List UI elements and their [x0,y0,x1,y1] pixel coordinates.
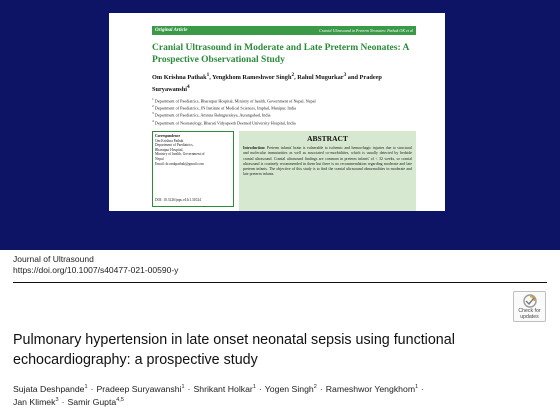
affiliation-text: Department of Paediatrics, JN Institute of Medical Sciences, Imphal, Manipur, India [154,105,297,111]
journal-name: Journal of Ultrasound [13,254,94,264]
author-separator: · [90,384,94,394]
author-name: Rahul Mugurkar [297,74,344,82]
author-sup: 1 [252,384,256,390]
correspondence-email: Email: dr.omkpathak@gmail.com [155,161,204,166]
correspondence-line: Nepal [155,156,164,161]
author-sup: 1 [415,384,419,390]
author-sup: 4,5 [116,397,124,404]
author-name[interactable]: Rameshwor Yengkhom [325,384,416,394]
running-title: Cranial Ultrasound in Preterm Neonates: Pathak OK et al [319,28,413,33]
author-separator: · [61,397,65,408]
author-name[interactable]: Jan Klimek [13,397,56,408]
author-name: Om Krishna Pathak [152,74,207,82]
author-name: Yengkhom Rameshwor Singh [212,74,292,82]
affiliation-sup: 1 [152,97,154,101]
correspondence-line: Ministry of health, Government of [155,152,205,157]
embedded-author-list: Om Krishna Pathak$^1$, Yengkhom Rameshwor Singh$^2$, Rahul Mugurkar$^3$ and Pradeep Suryawanshi$^4$ [152,72,382,93]
author-sup: 1 [206,72,210,78]
author-sup: 1 [181,384,185,390]
affiliation-text: Department of Paediatrics, Amruta Bahuguraleya, Aurangabad, India [154,112,271,118]
article-title: Pulmonary hypertension in late onset neonatal sepsis using functional echocardiography: a prospective study [13,332,455,368]
correspondence-line: Department of Paediatrics, [155,143,194,148]
affiliation-text: Department of Neonatology, Bharati Vidyapeeth Deemed University Hospital, India [154,119,296,125]
check-for-updates-label: Check for updates [518,308,541,320]
author-name: Pradeep Suryawanshi [152,74,382,93]
article-type-badge: Original Article [155,28,188,33]
abstract-body: Preterm infants' brain is vulnerable to ischemic and hemorrhagic injuries due to structural and molecular immaturities as well as associated co-morbidities, which is usually detected by bedside cranial ultrasound. Cranial ultrasound findings are common in preterm infants' of < 32 weeks, so cranial ultrasound is routinely recommended in them but there is no recommendation regarding moderate and late preterm infants. The objective of this study is to find the cranial ultrasound abnormalities in moderate and late preterm infants. [243,146,412,177]
affiliations [152,97,414,126]
author-name[interactable]: Shrikant Holkar [193,384,253,394]
affiliation-item [152,119,414,126]
affiliation-sup: 4 [152,118,154,123]
author-sup: 2 [291,72,295,78]
abstract-text [243,146,412,178]
correspondence-box [152,131,234,207]
header-bar [152,26,416,35]
affiliation-sup: 2 [152,104,154,109]
author-separator: · [258,384,262,394]
affiliation-sup: 3 [152,111,154,116]
doi-link[interactable]: https://doi.org/10.1007/s40477-021-00590-y [13,265,179,275]
affiliation-text: Department of Paediatrics, Bharatpur Hospital, Ministry of health, Government of Nepal, Nepal [154,98,316,104]
affiliation-item [152,111,414,118]
check-for-updates-icon [523,294,537,308]
abstract-heading: ABSTRACT [307,134,348,143]
author-name[interactable]: Samir Gupta [67,397,117,408]
abstract-box [239,131,416,211]
correspondence-line: Om Krishna Pathak [155,138,184,143]
embedded-doi: DOI: 10.3126/jnps.v41i1.31024 [155,198,201,203]
author-name[interactable]: Yogen Singh [264,384,314,394]
correspondence-line: Bharatpur Hospital, [155,147,184,152]
correspondence-heading: Correspondence [155,134,181,138]
author-separator: · [187,384,191,394]
affiliation-item [152,104,414,111]
embedded-article-image [109,13,445,211]
header-divider [13,282,547,283]
author-separator: · [421,384,425,394]
check-for-updates-button[interactable] [513,291,546,322]
author-list [13,383,553,410]
abstract-label: Introduction: [243,146,266,150]
author-separator: · [319,384,323,394]
author-sup: 4 [187,83,190,90]
author-sup: 3 [343,72,347,78]
embedded-article-title: Cranial Ultrasound in Moderate and Late Preterm Neonates: A Prospective Observational Study [152,43,409,65]
author-sup: 1 [84,384,88,390]
author-sup: 3 [55,397,59,404]
author-sup: 2 [313,384,317,390]
affiliation-item [152,97,414,104]
author-name[interactable]: Sujata Deshpande [13,384,85,394]
author-name[interactable]: Pradeep Suryawanshi [96,384,182,394]
